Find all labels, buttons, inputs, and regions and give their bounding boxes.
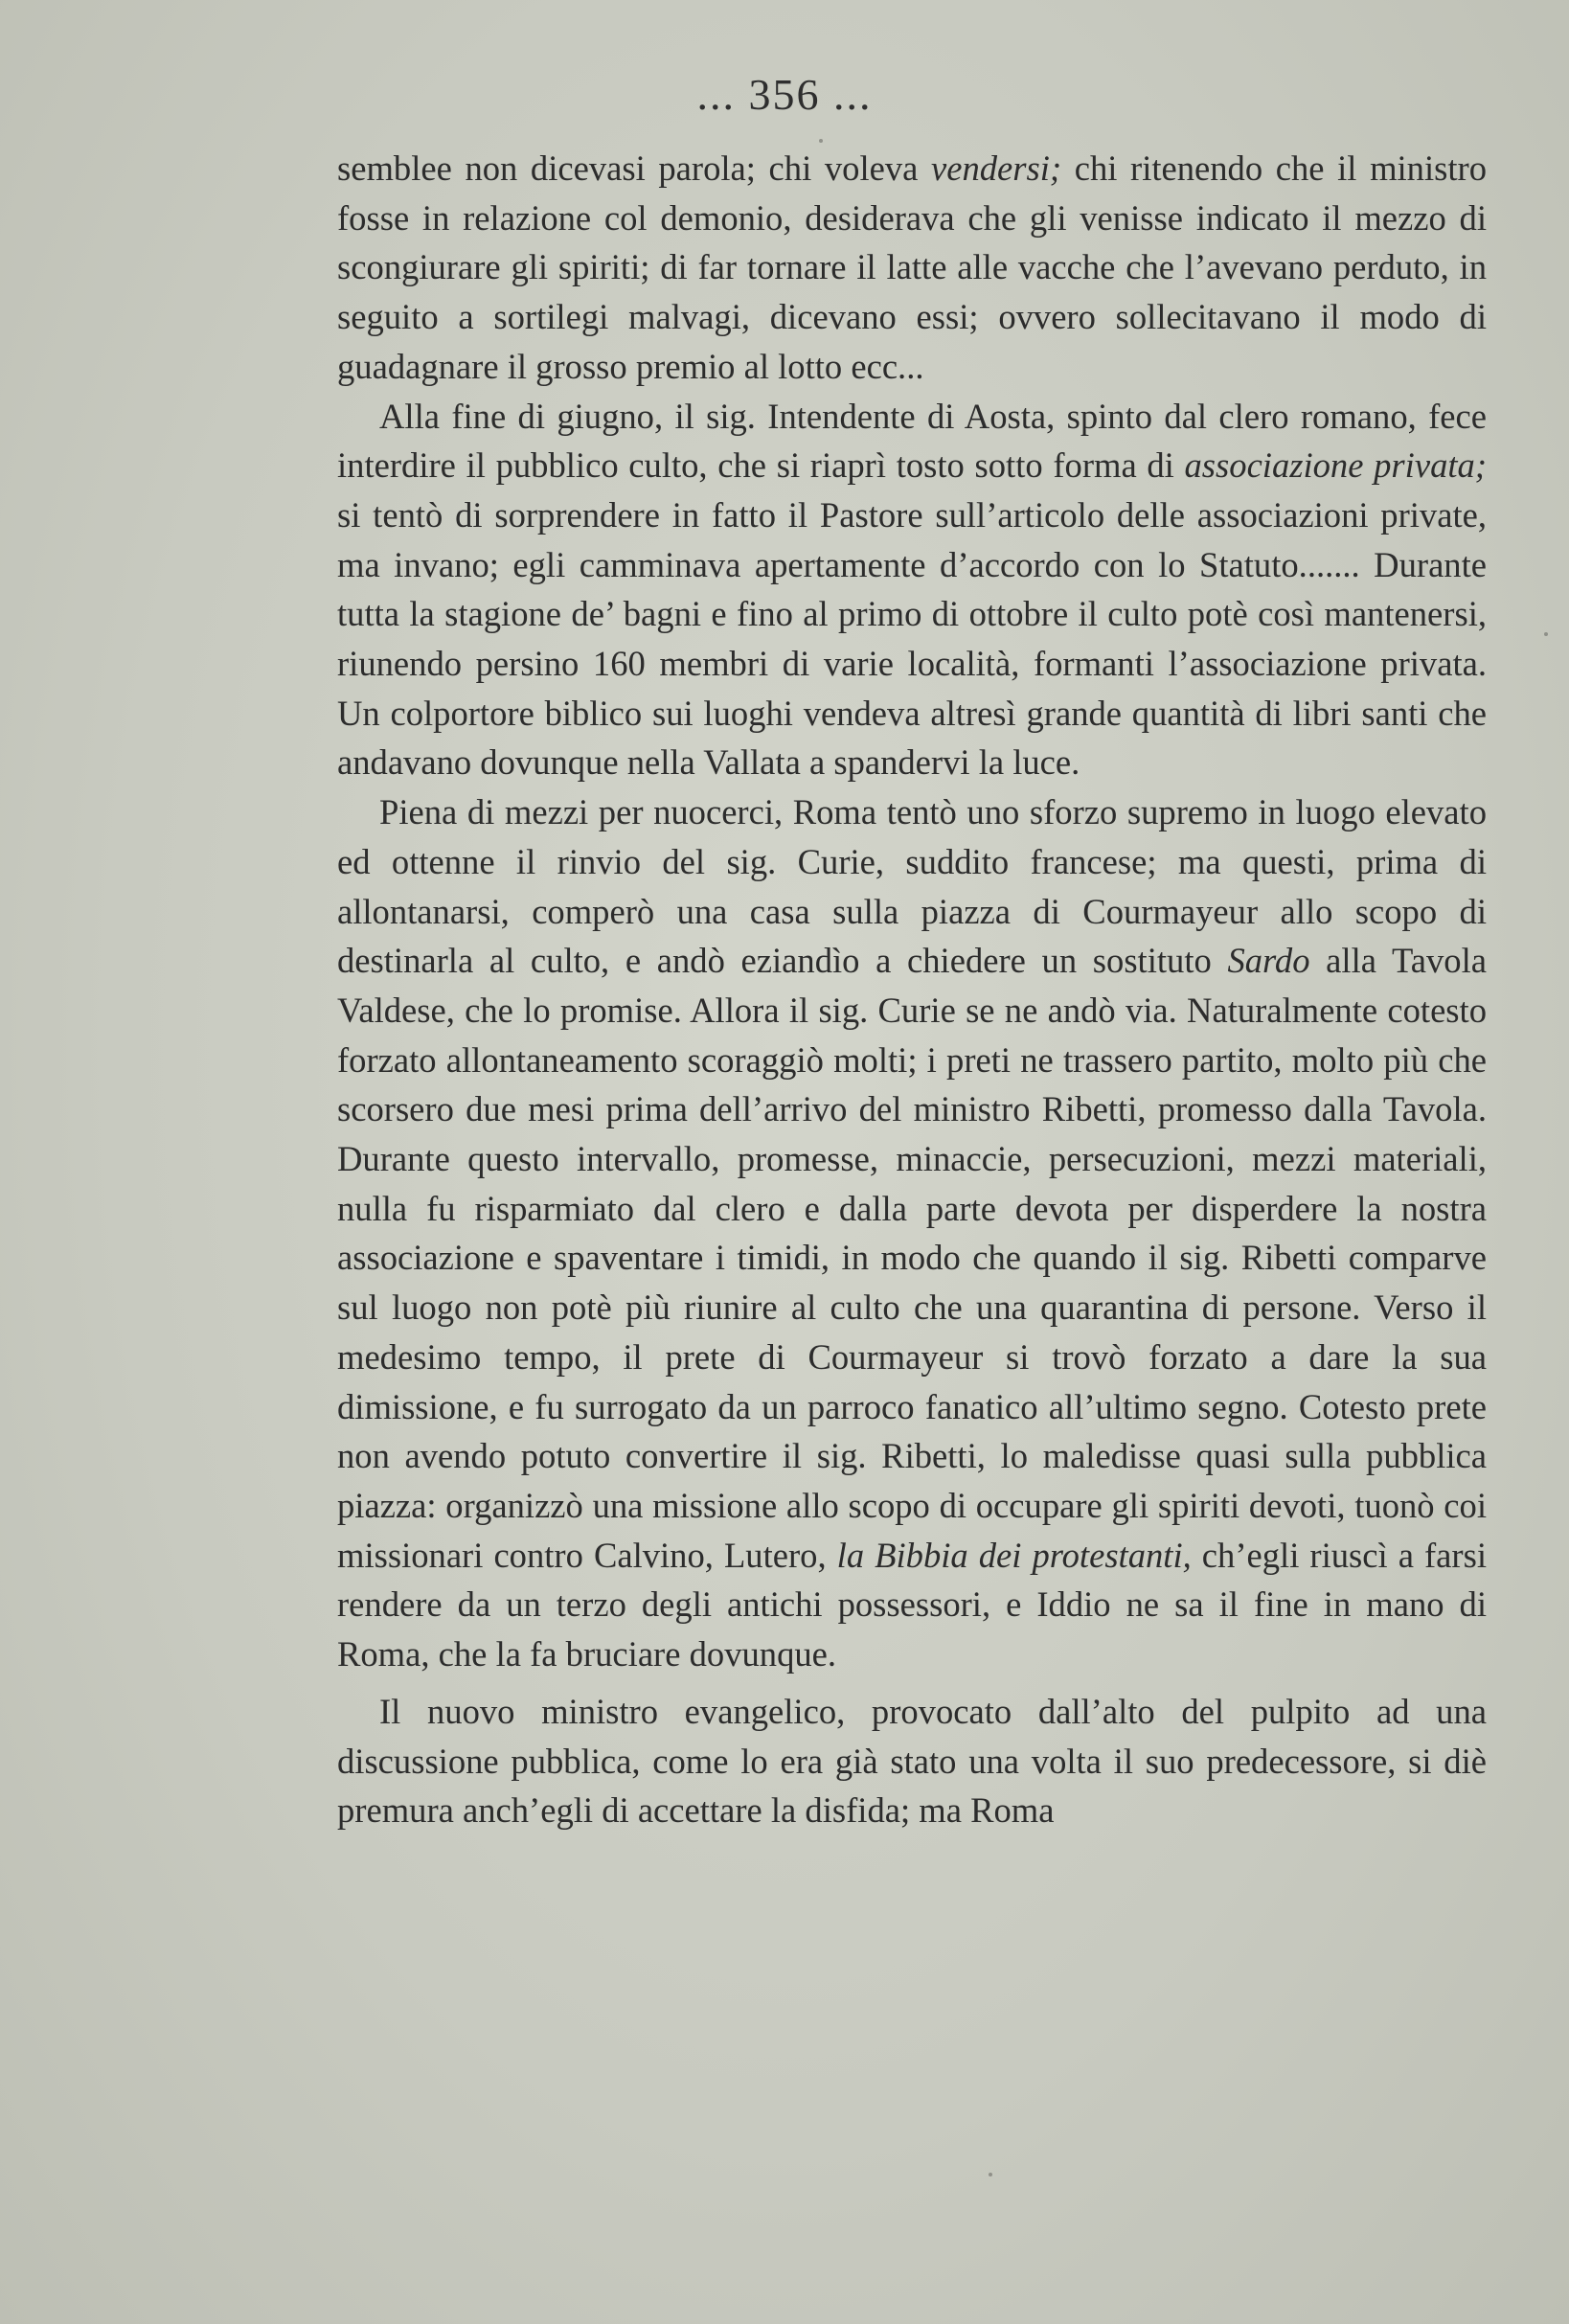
text-run: semblee non dicevasi parola; chi voleva <box>337 148 931 188</box>
paragraph <box>337 392 1487 788</box>
text-run: chi ritenendo che il ministro fosse in relazione col demonio, desiderava che gli venisse indicato il mezzo di scongiurare gli spiriti; di far tornare il latte alle vacche che l’avevano perduto, in seguito a sortilegi malvagi, dicevano essi; ovvero sollecitavano il modo di guadagnare il grosso premio al lotto ecc... <box>337 148 1487 386</box>
body-text <box>337 144 1487 1835</box>
text-run: Il nuovo ministro evangelico, provocato dall’alto del pulpito ad una discussione pubblica, come lo era già stato una volta il suo predecessore, si diè premura anch’egli di accettare la disfida; ma Roma <box>337 1691 1487 1831</box>
text-run: si tentò di sorprendere in fatto il Pastore sull’articolo delle associazioni private, ma invano; egli camminava apertamente d’accordo con lo Statuto....... Durante tutta la stagione de’ bagni e fino al primo di ottobre il culto potè così mantenersi, riunendo persino 160 membri di varie località, formanti l’associazione privata. Un colportore biblico sui luoghi vendeva altresì grande quantità di libri santi che andavano dovunque nella Vallata a spandervi la luce. <box>337 494 1487 783</box>
italic-text: la Bibbia dei protestanti, <box>836 1535 1192 1575</box>
page-number: ... 356 ... <box>696 70 873 119</box>
italic-text: Sardo <box>1227 941 1310 981</box>
paragraph <box>337 144 1487 392</box>
paragraph <box>337 787 1487 1679</box>
text-run: Alla fine di giugno, il sig. Intendente di Aosta, spinto dal clero romano, fece interdire il pubblico culto, che si riaprì tosto sotto forma di <box>337 396 1487 486</box>
paragraph <box>337 1687 1487 1835</box>
text-run: alla Tavola Valdese, che lo promise. Allora il sig. Curie se ne andò via. Naturalmente cotesto forzato allontaneamento scoraggiò molti; i preti ne trassero partito, molto più che scorsero due mesi prima dell’arrivo del ministro Ribetti, promesso dalla Tavola. Durante questo intervallo, promesse, minaccie, persecuzioni, mezzi materiali, nulla fu risparmiato dal clero e dalla parte devota per disperdere la nostra associazione e spaventare i timidi, in modo che quando il sig. Ribetti comparve sul luogo non potè più riunire al culto che una quarantina di persone. Verso il medesimo tempo, il prete di Courmayeur si trovò forzato a dare la sua dimissione, e fu surrogato da un parroco fanatico all’ultimo segno. Cotesto prete non avendo potuto convertire il sig. Ribetti, lo maledisse quasi sulla pubblica piazza: organizzò una missione allo scopo di occupare gli spiriti devoti, tuonò coi missionari contro Calvino, Lutero, <box>337 941 1487 1575</box>
text-run: Piena di mezzi per nuocerci, Roma tentò uno sforzo supremo in luogo elevato ed ottenne il rinvio del sig. Curie, suddito francese; ma questi, prima di allontanarsi, comperò una casa sulla piazza di Courmayeur allo scopo di destinarla al culto, e andò eziandìo a chiedere un sostituto <box>337 792 1487 981</box>
text-run: ch’egli riuscì a farsi rendere da un terzo degli antichi possessori, e Iddio ne sa il fine in mano di Roma, che la fa bruciare dovunque. <box>337 1535 1487 1675</box>
paper-speck <box>989 2173 992 2176</box>
italic-text: vendersi; <box>930 148 1062 188</box>
italic-text: associazione privata; <box>1184 445 1487 486</box>
paper-speck <box>819 139 823 143</box>
paper-speck <box>1544 632 1548 636</box>
